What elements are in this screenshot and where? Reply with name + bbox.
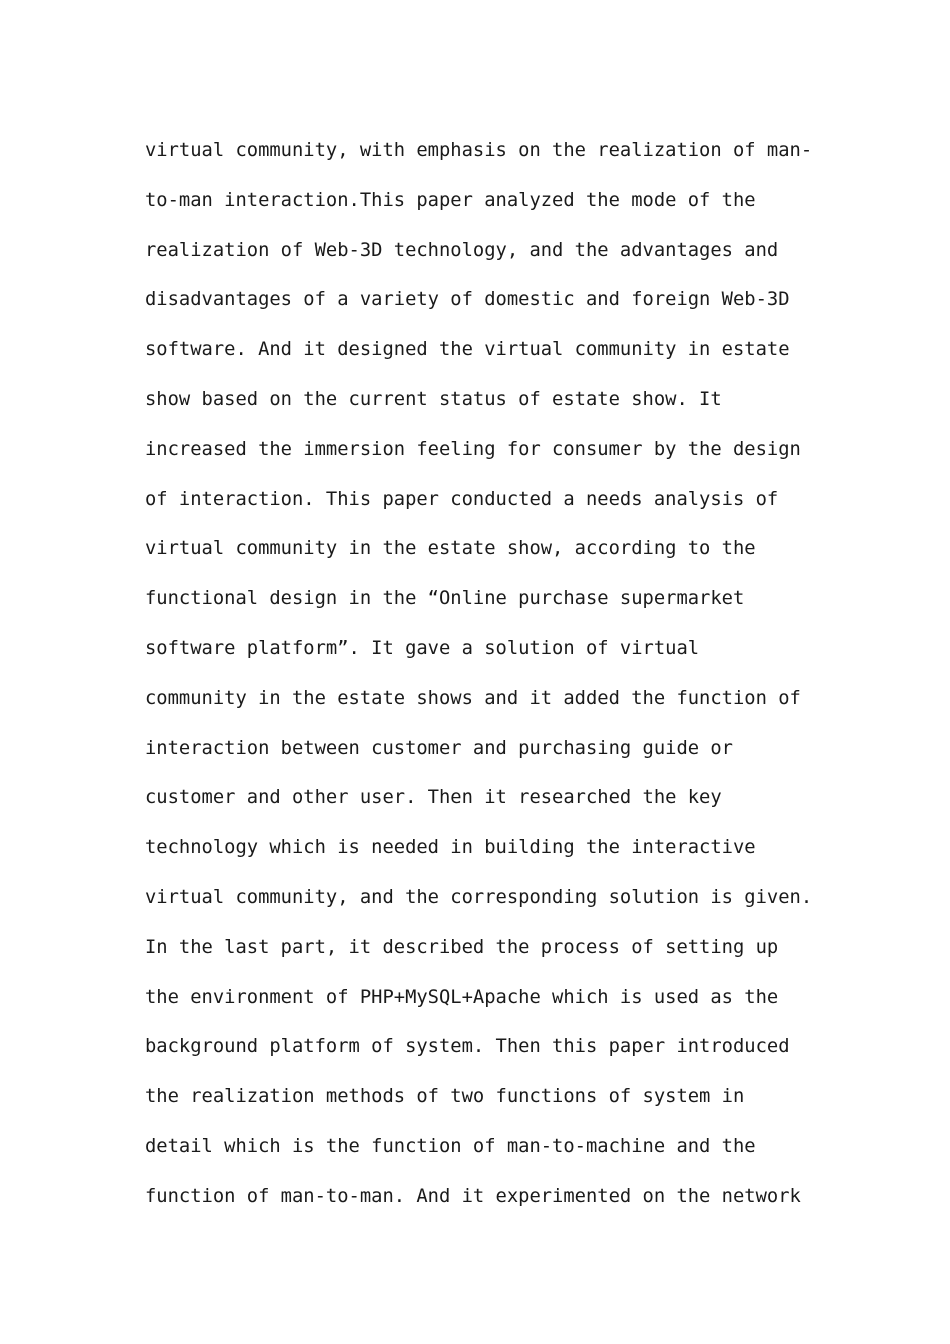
text-line: software. And it designed the virtual community in estate	[145, 339, 790, 361]
text-line: interaction between customer and purchasing guide or	[145, 737, 733, 759]
text-line: customer and other user. Then it researched the key	[145, 787, 722, 809]
text-line: technology which is needed in building the interactive	[145, 837, 756, 859]
text-line: functional design in the “Online purchase supermarket	[145, 588, 745, 610]
text-line: function of man-to-man. And it experimented on the network	[145, 1185, 801, 1207]
text-line: virtual community in the estate show, according to the	[145, 538, 756, 560]
text-line: to-man interaction.This paper analyzed the mode of the	[145, 189, 756, 211]
text-line: In the last part, it described the process of setting up	[145, 936, 779, 958]
text-line: detail which is the function of man-to-machine and the	[145, 1135, 756, 1157]
text-line: virtual community, and the corresponding solution is given.	[145, 886, 813, 908]
abstract-text-block	[145, 126, 825, 1222]
text-line: realization of Web-3D technology, and the advantages and	[145, 239, 779, 261]
text-line: disadvantages of a variety of domestic and foreign Web-3D	[145, 289, 790, 311]
text-line: virtual community, with emphasis on the realization of man-	[145, 140, 813, 161]
text-line: background platform of system. Then this paper introduced	[145, 1036, 790, 1058]
text-line: the environment of PHP+MySQL+Apache which is used as the	[145, 986, 779, 1008]
text-line: show based on the current status of estate show. It	[145, 388, 722, 410]
text-line: the realization methods of two functions of system in	[145, 1086, 745, 1108]
text-line: community in the estate shows and it added the function of	[145, 687, 801, 709]
text-line: increased the immersion feeling for consumer by the design	[145, 438, 801, 460]
text-line: of interaction. This paper conducted a needs analysis of	[145, 488, 779, 510]
text-line: software platform”. It gave a solution of virtual	[145, 637, 700, 659]
